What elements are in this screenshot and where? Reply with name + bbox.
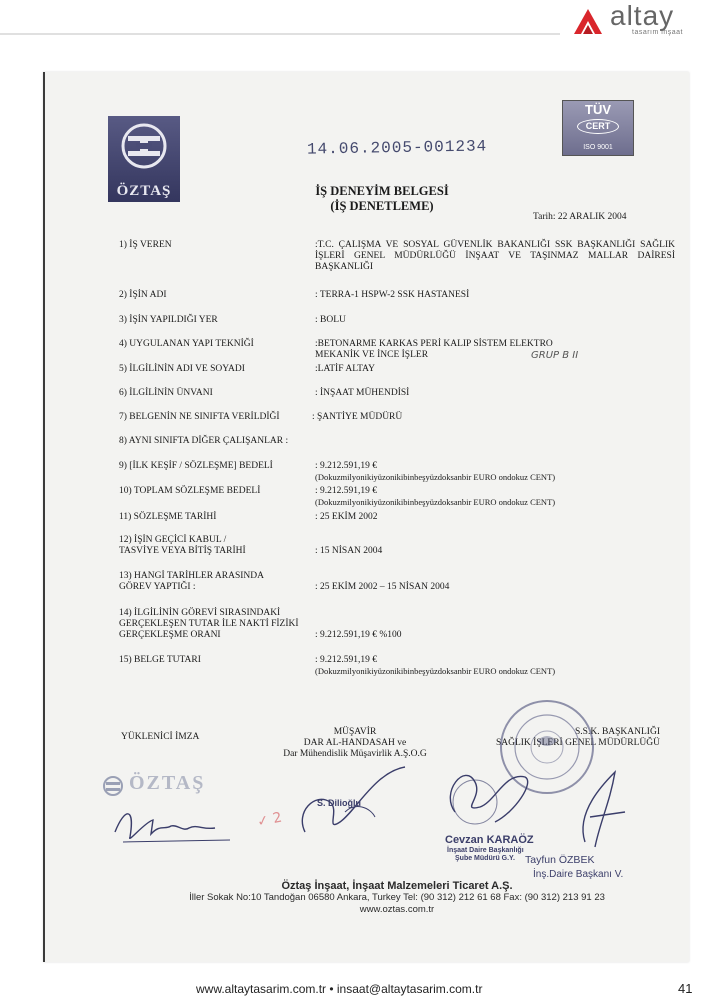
cevzan-role-stamp: Şube Müdürü G.Y. — [455, 855, 515, 862]
field-value: : 25 EKİM 2002 — [315, 512, 378, 522]
consultant-signature-block — [250, 727, 460, 760]
tuv-label: TÜV — [585, 102, 611, 117]
consultant-name-stamp: S. Dilioğlu — [317, 798, 361, 808]
red-stamp: ✓ 2 — [255, 809, 284, 831]
brand-tagline: tasarım inşaat — [632, 29, 683, 36]
tuv-iso-label: ISO 9001 — [583, 144, 613, 151]
header-divider — [0, 33, 560, 35]
title-line-1: İŞ DENEYİM BELGESİ — [315, 184, 449, 198]
client-signature-1 — [435, 752, 545, 832]
field-value-words: (Dokuzmilyonikiyüzonikibinbeşyüzdoksanbir EURO ondokuz CENT) — [315, 497, 556, 507]
oztas-logo-text: ÖZTAŞ — [116, 183, 172, 199]
company-name: Öztaş İnşaat, İnşaat Malzemeleri Ticaret A.Ş. — [281, 880, 513, 892]
altay-triangle-icon — [570, 6, 606, 36]
field-value-words: (Dokuzmilyonikiyüzonikibinbeşyüzdoksanbir EURO ondokuz CENT) — [315, 666, 556, 676]
page-number: 41 — [678, 981, 693, 996]
field-label: 4) UYGULANAN YAPI TEKNİĞİ — [119, 339, 254, 349]
stamp-number: 14.06.2005-001234 — [306, 137, 488, 159]
field-label: 9) [İLK KEŞİF / SÖZLEŞME] BEDELİ — [119, 461, 273, 471]
tayfun-name-stamp: Tayfun ÖZBEK — [525, 854, 595, 866]
cevzan-name-stamp: Cevzan KARAÖZ — [445, 834, 534, 846]
contractor-signature-label: YÜKLENİCİ İMZA — [121, 732, 200, 742]
client-signature-2 — [555, 762, 635, 852]
field-label: 13) HANGİ TARİHLER ARASINDA — [119, 571, 264, 581]
field-value: : TERRA-1 HSPW-2 SSK HASTANESİ — [315, 290, 470, 300]
certificate-title — [307, 184, 457, 214]
oztas-stamp-emblem-icon — [102, 775, 124, 797]
field-label: 5) İLGİLİNİN ADI VE SOYADI — [119, 364, 245, 374]
cevzan-dept-stamp: İnşaat Daire Başkanlığı — [447, 847, 524, 854]
consultant-company: Dar Mühendislik Müşavirlik A.Ş.O.G — [283, 749, 427, 759]
oztas-logo — [108, 116, 180, 202]
field-label-line-2: GERÇEKLEŞEN TUTAR İLE NAKTİ FİZİKİ — [119, 619, 299, 629]
field-label: 12) İŞİN GEÇİCİ KABUL / — [119, 535, 227, 545]
field-label: 7) BELGENİN NE SINIFTA VERİLDİĞİ — [119, 412, 280, 422]
field-value: : 9.212.591,19 € — [315, 655, 378, 665]
company-website: www.oztas.com.tr — [359, 904, 435, 915]
consultant-title: MÜŞAVİR — [333, 727, 377, 737]
field-label: 15) BELGE TUTARI — [119, 655, 201, 665]
field-value: : 9.212.591,19 € %100 — [315, 630, 402, 640]
field-label: 10) TOPLAM SÖZLEŞME BEDELİ — [119, 486, 261, 496]
field-value: :LATİF ALTAY — [315, 364, 376, 374]
field-label: 14) İLGİLİNİN GÖREVİ SIRASINDAKİ — [119, 608, 281, 618]
field-value: : ŞANTİYE MÜDÜRÜ — [312, 412, 403, 422]
field-value: : 9.212.591,19 € — [315, 486, 378, 496]
field-value: : İNŞAAT MÜHENDİSİ — [315, 388, 410, 398]
scanned-certificate — [43, 72, 689, 962]
field-value: :T.C. ÇALIŞMA VE SOSYAL GÜVENLİK BAKANLIĞI SSK BAŞKANLIĞI SAĞLIK İŞLERİ GENEL MÜDÜRLÜĞÜ İNŞAAT VE TAŞINMAZ MALLAR DAİRESİ BAŞKANLIĞI — [315, 240, 675, 272]
oztas-emblem-icon — [120, 122, 168, 170]
field-label: 6) İLGİLİNİN ÜNVANI — [119, 388, 213, 398]
contractor-signature — [105, 802, 235, 847]
field-label: 8) AYNI SINIFTA DİĞER ÇALIŞANLAR : — [119, 436, 289, 446]
tayfun-role-stamp: İnş.Daire Başkanı V. — [533, 869, 624, 880]
oztas-faint-stamp: ÖZTAŞ — [129, 772, 206, 794]
field-label-line-2: TASVİYE VEYA BİTİŞ TARİHİ — [119, 546, 246, 556]
brand-name: altay — [610, 0, 675, 31]
handwritten-note: GRUP B II — [531, 350, 579, 361]
field-label: 11) SÖZLEŞME TARİHİ — [119, 512, 217, 522]
field-value-words: (Dokuzmilyonikiyüzonikibinbeşyüzdoksanbir EURO ondokuz CENT) — [315, 472, 556, 482]
field-value: : BOLU — [315, 315, 346, 325]
tuv-cert-label: CERT — [577, 119, 619, 134]
field-value: : 9.212.591,19 € — [315, 461, 378, 471]
field-value: : 15 NİSAN 2004 — [315, 546, 383, 556]
field-label: 1) İŞ VEREN — [119, 240, 172, 250]
consultant-name: DAR AL-HANDASAH ve — [303, 738, 407, 748]
page-footer-contact[interactable]: www.altaytasarim.com.tr • insaat@altaytasarim.com.tr — [196, 982, 483, 996]
tuv-cert-badge — [562, 100, 634, 156]
field-label: 3) İŞİN YAPILDIĞI YER — [119, 315, 218, 325]
client-title: S.S.K. BAŞKANLIĞI — [575, 727, 660, 737]
field-label: 2) İŞİN ADI — [119, 290, 167, 300]
field-label-line-2: GÖREV YAPTIĞI : — [119, 582, 196, 592]
field-value: : 25 EKİM 2002 – 15 NİSAN 2004 — [315, 582, 450, 592]
company-letterhead-footer — [137, 880, 657, 916]
altay-logo[interactable] — [570, 0, 695, 38]
client-department: SAĞLIK İŞLERİ GENEL MÜDÜRLÜĞÜ — [495, 738, 660, 748]
field-value: :BETONARME KARKAS PERİ KALIP SİSTEM ELEKTRO MEKANİK VE İNCE İŞLER — [315, 339, 553, 360]
field-label-line-3: GERÇEKLEŞME ORANI — [119, 630, 221, 640]
title-line-2: (İŞ DENETLEME) — [330, 199, 434, 213]
company-address: İller Sokak No:10 Tandoğan 06580 Ankara, Turkey Tel: (90 312) 212 61 68 Fax: (90 312) 213 91 23 — [189, 892, 605, 903]
certificate-date: Tarih: 22 ARALIK 2004 — [533, 212, 627, 222]
